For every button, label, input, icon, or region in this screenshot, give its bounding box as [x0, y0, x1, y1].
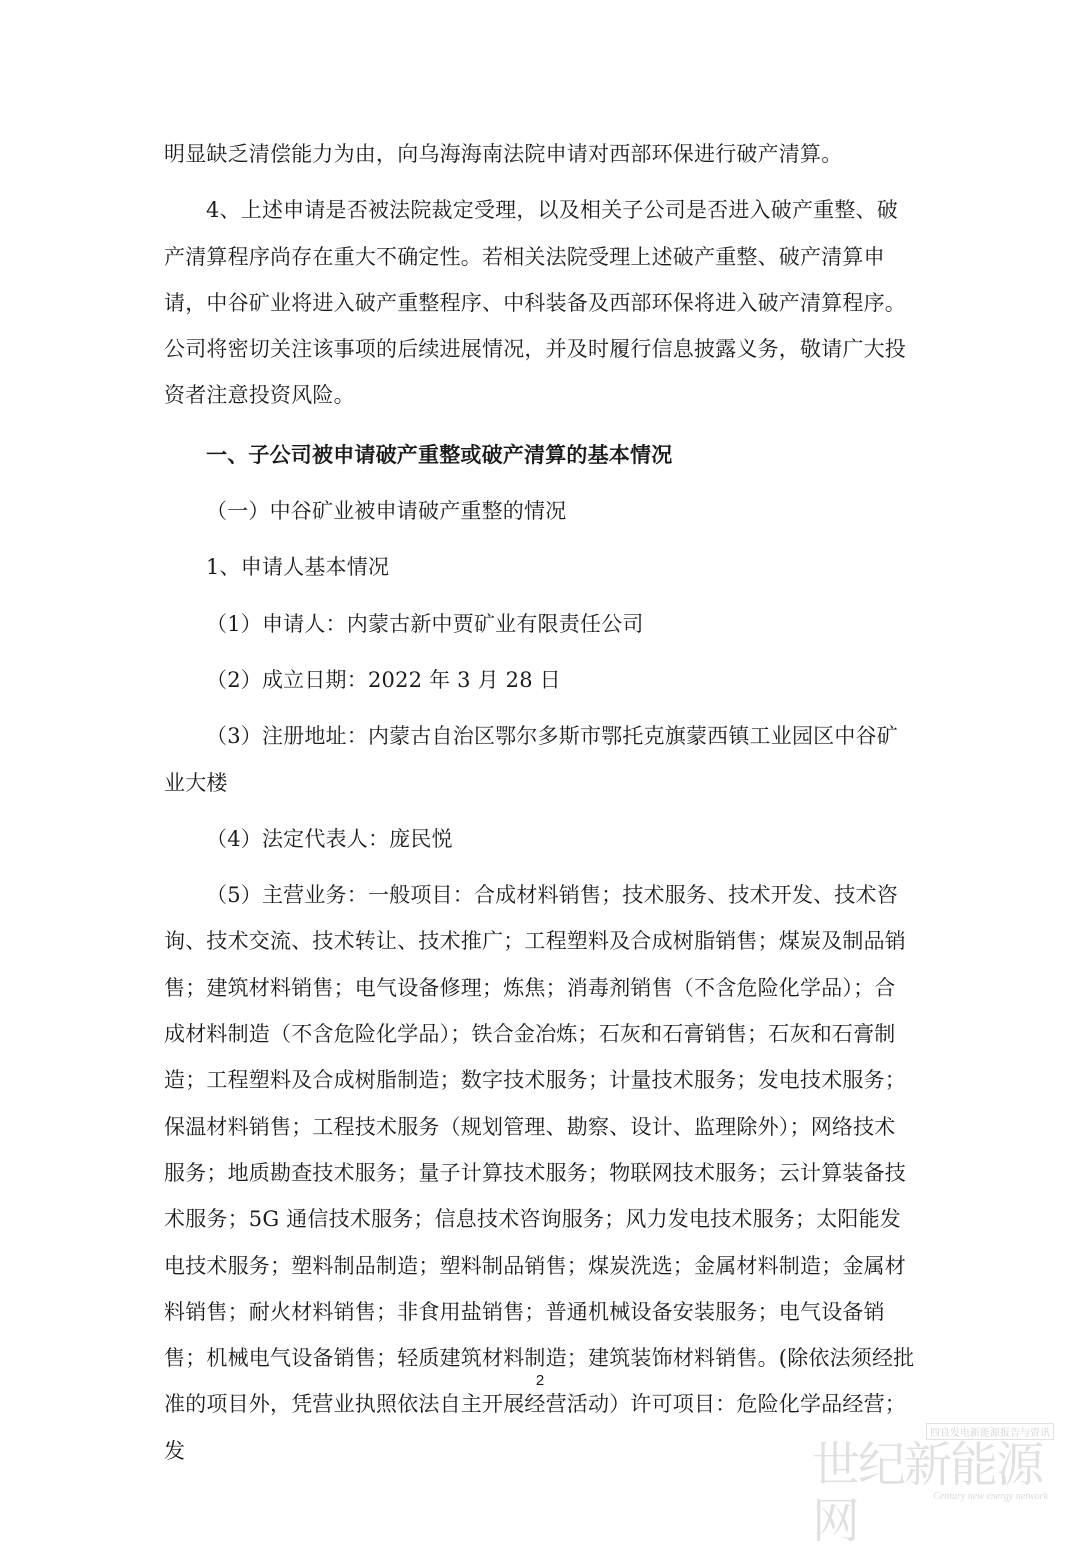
watermark-main-text: 世纪新能源网 [812, 1437, 1043, 1549]
legal-representative-line: （4）法定代表人：庞民悦 [206, 826, 453, 851]
page-number: 2 [535, 1372, 545, 1389]
registered-address-line: （3）注册地址：内蒙古自治区鄂尔多斯市鄂托克旗蒙西镇工业园区中谷矿业大楼 [164, 724, 898, 795]
subsection-heading: （一）中谷矿业被申请破产重整的情况 [206, 499, 567, 524]
item-heading: 1、申请人基本情况 [206, 555, 390, 580]
main-business-line: （5）主营业务：一般项目：合成材料销售；技术服务、技术开发、技术咨询、技术交流、技术转让、技术推广；工程塑料及合成树脂销售；煤炭及制品销售；建筑材料销售；电气设备修理；炼焦；消毒剂销售（不含危险化学品）；合成材料制造（不含危险化学品）；铁合金冶炼；石灰和石膏销售；石灰和石膏制造；工程塑料及合成树脂制造；数字技术服务；计量技术服务；发电技术服务；保温材料销售；工程技术服务（规划管理、勘察、设计、监理除外）；网络技术服务；地质勘查技术服务；量子计算技术服务；物联网技术服务；云计算装备技术服务；5G 通信技术服务；信息技术咨询服务；风力发电技术服务；太阳能发电技术服务；塑料制品制造；塑料制品销售；煤炭洗选；金属材料制造；金属材料销售；耐火材料销售；非食用盐销售；普通机械设备安装服务；电气设备销售；机械电气设备销售；轻质建筑材料制造；建筑装饰材料销售。(除依法须经批准的项目外，凭营业执照依法自主开展经营活动）许可项目：危险化学品经营；发 [164, 883, 915, 1463]
established-date-line: （2）成立日期：2022 年 3 月 28 日 [206, 667, 561, 692]
body-text [164, 131, 916, 1474]
paragraph-continuation: 明显缺乏清偿能力为由，向乌海海南法院申请对西部环保进行破产清算。 [164, 142, 843, 166]
watermark-logo [812, 1423, 1062, 1549]
section-heading: 一、子公司被申请破产重整或破产清算的基本情况 [206, 441, 673, 467]
applicant-line: （1）申请人：内蒙古新中贾矿业有限责任公司 [206, 611, 644, 636]
watermark-sub-text: Century new energy network [933, 1491, 1048, 1502]
paragraph-item-4: 4、上述申请是否被法院裁定受理，以及相关子公司是否进入破产重整、破产清算程序尚存在重大不确定性。若相关法院受理上述破产重整、破产清算申请，中谷矿业将进入破产重整程序、中科装备及西部环保将进入破产清算程序。公司将密切关注该事项的后续进展情况，并及时履行信息披露义务，敬请广大投资者注意投资风险。 [164, 198, 906, 408]
watermark-top-text: 四良发电新能源报告与资讯 [926, 1423, 1054, 1440]
